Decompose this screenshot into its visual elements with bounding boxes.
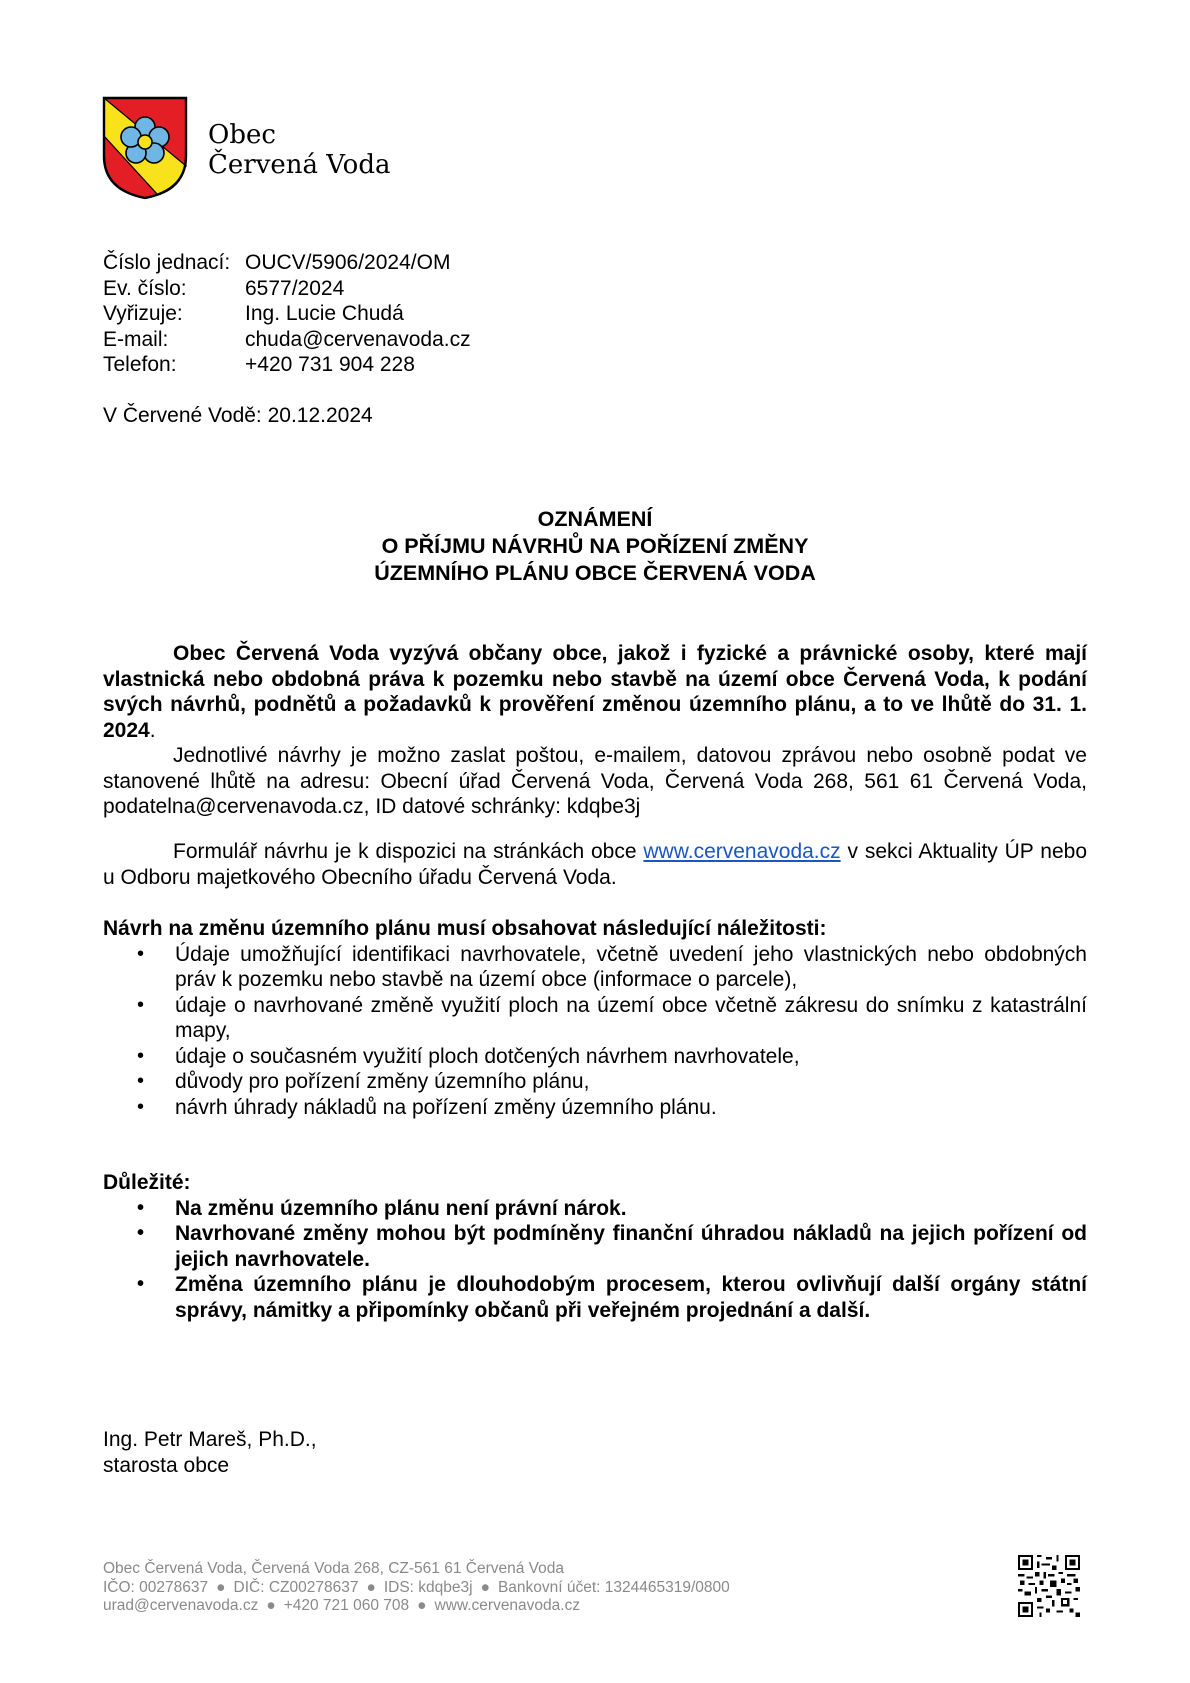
requirements-list <box>103 942 1087 1121</box>
list-item: • Údaje umožňující identifikaci navrhovatele, včetně uvedení jeho vlastnických nebo obdobných práv k pozemku nebo stavbě na území obce (informace o parcele), <box>103 942 1087 993</box>
document-title <box>103 506 1087 587</box>
meta-row <box>103 250 471 276</box>
meta-row <box>103 301 471 327</box>
footer-dic: DIČ: CZ00278637 <box>233 1578 359 1596</box>
meta-row <box>103 327 471 353</box>
footer-ids: IDS: kdqbe3j <box>383 1578 473 1596</box>
important-list <box>103 1196 1087 1324</box>
document-date: V Červené Vodě: 20.12.2024 <box>103 404 373 427</box>
footer-bank: Bankovní účet: 1324465319/0800 <box>497 1578 730 1596</box>
list-item: • Navrhované změny mohou být podmíněny finanční úhradou nákladů na jejich pořízení od jejich navrhovatele. <box>103 1221 1087 1272</box>
title-line3: ÚZEMNÍHO PLÁNU OBCE ČERVENÁ VODA <box>374 561 816 585</box>
signatory-role: starosta obce <box>103 1453 230 1477</box>
municipality-line2: Červená Voda <box>208 150 391 180</box>
list-item: • údaje o současném využití ploch dotčených návrhem navrhovatele, <box>103 1044 1087 1070</box>
website-link[interactable]: www.cervenavoda.cz <box>643 840 841 863</box>
footer-separator: ● <box>480 1578 490 1596</box>
meta-label: Číslo jednací: <box>103 251 231 274</box>
form-text-after: v sekci Aktuality ÚP nebo u Odboru majetkového Obecního úřadu Červená Voda. <box>103 840 1087 889</box>
meta-value: OUCV/5906/2024/OM <box>245 251 451 274</box>
meta-label: Vyřizuje: <box>103 302 183 325</box>
requirements-heading: Návrh na změnu územního plánu musí obsahovat následující náležitosti: <box>103 917 827 940</box>
footer-ico: IČO: 00278637 <box>103 1578 209 1596</box>
coat-of-arms-icon <box>102 96 188 200</box>
intro-paragraph-bold <box>103 641 1087 743</box>
meta-label: Ev. číslo: <box>103 276 187 300</box>
qr-code-icon <box>1018 1555 1080 1617</box>
signature-block <box>103 1427 317 1478</box>
intro-section <box>103 641 1087 820</box>
footer-separator: ● <box>216 1578 226 1596</box>
important-heading: Důležité: <box>103 1171 191 1194</box>
footer-ids-row <box>103 1579 730 1598</box>
reference-block <box>103 250 471 378</box>
form-section <box>103 839 1087 890</box>
list-item: • Změna územního plánu je dlouhodobým procesem, kterou ovlivňují další orgány státní správy, námitky a připomínky občanů při veřejném projednání a další. <box>103 1272 1087 1323</box>
meta-row <box>103 352 471 378</box>
footer-web: www.cervenavoda.cz <box>434 1597 581 1614</box>
form-paragraph <box>103 839 1087 890</box>
footer-phone: +420 721 060 708 <box>283 1597 410 1614</box>
requirements-section <box>103 916 1087 1120</box>
footer-separator: ● <box>366 1578 376 1596</box>
municipality-name <box>208 120 390 180</box>
meta-value: 6577/2024 <box>245 276 345 300</box>
meta-value: chuda@cervenavoda.cz <box>245 327 471 351</box>
footer-separator: ● <box>417 1597 427 1614</box>
intro-bold-text: Obec Červená Voda vyzývá občany obce, jakož i fyzické a právnické osoby, které mají vlastnická nebo obdobná práva k pozemku nebo stavbě na území obce Červená Voda, k podání svých návrhů, podnětů a požadavků k prověření změnou územního plánu, a to ve lhůtě do 31. 1. 2024 <box>103 642 1087 742</box>
meta-row <box>103 276 471 302</box>
footer-contact-row <box>103 1597 730 1616</box>
meta-label: Telefon: <box>103 353 177 376</box>
title-line2: O PŘÍJMU NÁVRHŮ NA POŘÍZENÍ ZMĚNY <box>381 534 809 558</box>
meta-label: E-mail: <box>103 327 169 351</box>
meta-value: +420 731 904 228 <box>245 353 415 376</box>
form-text-before: Formulář návrhu je k dispozici na stránkách obce <box>173 840 644 863</box>
intro-bold-end: . <box>149 718 156 742</box>
municipality-line1: Obec <box>208 120 276 150</box>
footer <box>103 1560 730 1616</box>
important-section <box>103 1170 1087 1323</box>
list-item: • návrh úhrady nákladů na pořízení změny územního plánu. <box>103 1095 1087 1121</box>
list-item: • důvody pro pořízení změny územního plánu, <box>103 1069 1087 1095</box>
footer-email: urad@cervenavoda.cz <box>103 1597 259 1614</box>
footer-separator: ● <box>266 1597 276 1614</box>
footer-address: Obec Červená Voda, Červená Voda 268, CZ-561 61 Červená Voda <box>103 1560 564 1577</box>
title-line1: OZNÁMENÍ <box>537 507 653 531</box>
list-item: • údaje o navrhované změně využití ploch na území obce včetně zákresu do snímku z katastrální mapy, <box>103 993 1087 1044</box>
intro-paragraph: Jednotlivé návrhy je možno zaslat poštou, e-mailem, datovou zprávou nebo osobně podat ve stanovené lhůtě na adresu: Obecní úřad Červená Voda, Červená Voda 268, 561 61 Červená Voda, podatelna@cervenavoda.cz, ID datové schránky: kdqbe3j <box>103 744 1087 818</box>
meta-value: Ing. Lucie Chudá <box>245 302 404 325</box>
signatory-name: Ing. Petr Mareš, Ph.D., <box>103 1428 317 1451</box>
list-item: • Na změnu územního plánu není právní nárok. <box>103 1196 1087 1222</box>
